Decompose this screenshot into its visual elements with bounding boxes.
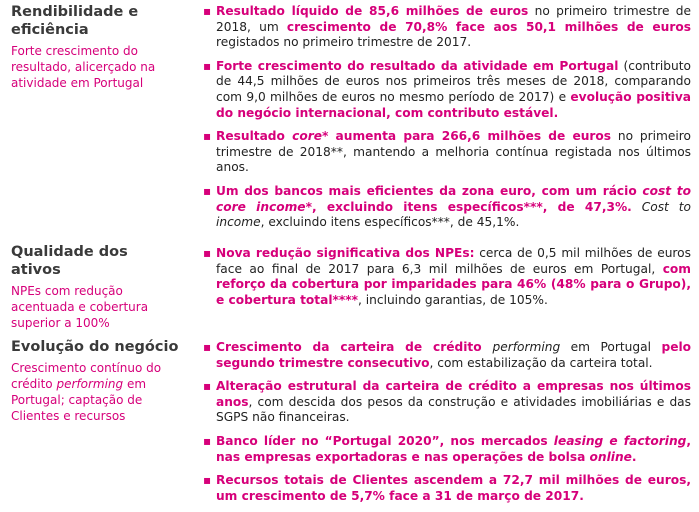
text-run: performing [492,340,561,354]
text-run: , nas empresas exportadoras e nas operações de bolsa [216,433,691,464]
text-run: registados no primeiro trimestre de 2017. [216,35,472,50]
text-run [632,200,642,214]
text-run: , com estabilização da carteira total. [429,355,653,370]
text-run: , excluindo itens específicos***, de 45,1%. [260,215,520,230]
text-run: Banco líder no “Portugal 2020”, nos mercados [216,433,554,448]
text-run: Crescimento contínuo do crédito [11,361,162,391]
section-left-column [11,3,181,91]
bullet-item [203,4,691,51]
text-run: Alteração estrutural da carteira de crédito a empresas nos últimos anos [216,379,691,409]
text-run: leasing e factoring [553,433,687,448]
section-left-column [11,243,181,331]
text-run: no primeiro trimestre de 2018, um [216,4,691,34]
text-run: . [631,449,637,464]
bullet-item [203,184,691,231]
section-left-column [11,338,181,424]
section-heading: Evolução do negócio [11,339,179,355]
text-run: (contributo de 44,5 milhões de euros nos primeiros três meses de 2018, comparando com 9,0 milhões de euros no mesmo período de 2017) e [216,58,692,104]
bullet-item [203,129,691,176]
text-run: Nova redução significativa dos NPEs: [216,246,475,260]
section-subtitle: Forte crescimento do resultado, alicerçado na atividade em Portugal [11,44,156,90]
section-heading: Qualidade dos ativos [11,244,128,278]
text-run: em Portugal [560,340,662,354]
bullet-list [203,246,691,316]
text-run: Um dos bancos mais eficientes da zona euro, com um rácio [216,183,643,198]
text-run: Cost to income [216,199,691,230]
text-run: *, excluindo itens específicos***, de 47,3%. [305,199,632,214]
text-run: , com descida dos pesos da construção e atividades imobiliárias e das SGPS não financeiras. [216,394,691,425]
text-run: * aumenta para 266,6 milhões de euros [321,129,612,144]
text-run: no primeiro trimestre de 2018**, mantendo a melhoria contínua registada nos últimos anos. [216,129,691,175]
bullet-list [203,340,691,512]
bullet-item [203,59,691,121]
text-run: online [589,449,632,464]
text-run: Crescimento da carteira de crédito [216,340,493,354]
text-run: core [292,129,322,144]
text-run: , incluindo garantias, de 105%. [358,292,548,307]
section-subtitle: NPEs com redução acentuada e cobertura superior a 100% [11,284,149,330]
section-heading: Rendibilidade e eficiência [11,4,139,38]
text-run: com reforço da cobertura por imparidades para 46% (48% para o Grupo), e cobertura total**** [216,261,691,307]
text-run: em Portugal; captação de Clientes e recursos [11,377,147,423]
section-subtitle [11,360,181,424]
text-run: cost to core income [216,183,691,214]
bullet-item [203,379,691,426]
text-run: performing [56,377,124,391]
bullet-item [203,473,691,504]
bullet-item [203,340,691,371]
text-run: Resultado líquido de 85,6 milhões de euros [216,4,529,18]
text-run: evolução positiva do negócio internacional, com contributo estável. [216,89,692,120]
text-run: pelo segundo trimestre consecutivo [216,340,692,370]
text-run: Recursos totais de Clientes ascendem a 72,7 mil milhões de euros, um crescimento de 5,7% face a 31 de março de 2017. [216,473,691,503]
text-run: crescimento de 70,8% face aos 50,1 milhões de euros [286,19,691,34]
bullet-item [203,434,691,465]
text-run: Forte crescimento do resultado da atividade em Portugal [216,58,619,73]
text-run: Resultado [216,129,293,144]
text-run: cerca de 0,5 mil milhões de euros face ao final de 2017 para 6,3 mil milhões de euros em Portugal, [216,246,691,276]
bullet-list [203,4,691,239]
bullet-item [203,246,691,308]
